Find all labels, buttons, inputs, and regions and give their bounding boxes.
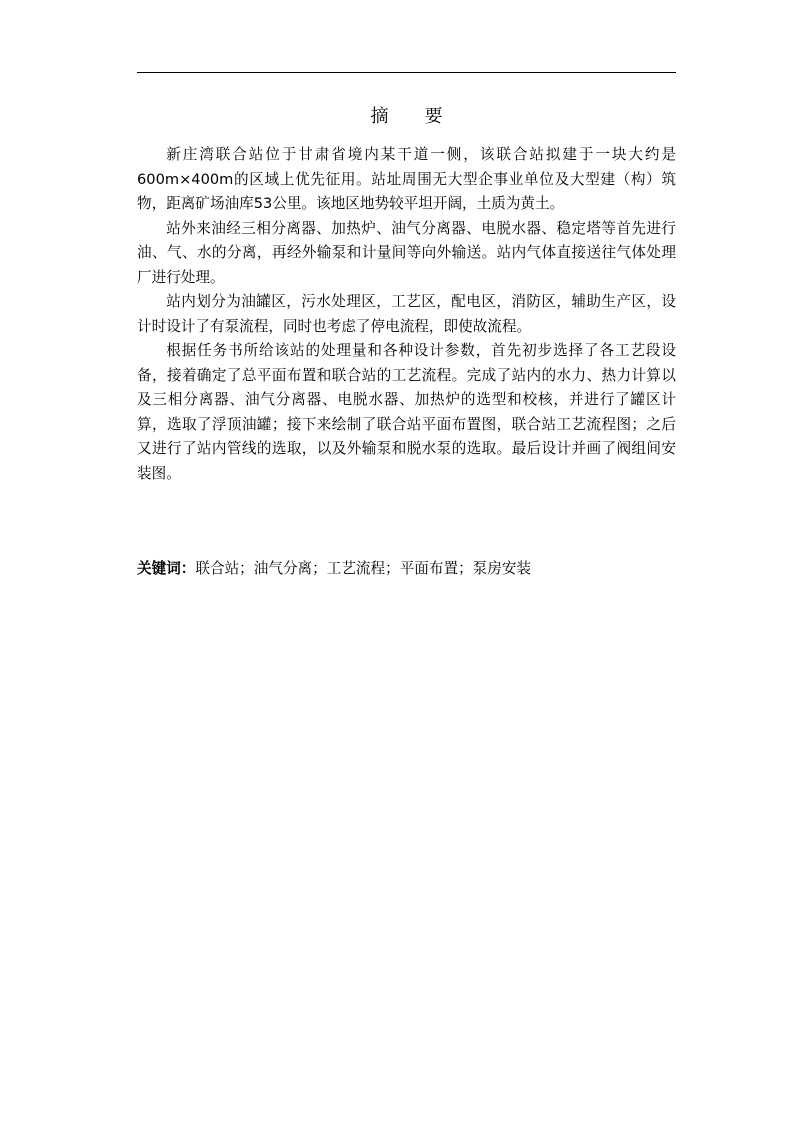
- page-title-left: 摘: [370, 106, 389, 127]
- page-title-right: 要: [424, 106, 443, 127]
- page-title: [137, 104, 676, 130]
- header-rule: [137, 72, 676, 73]
- keywords-label: 关键词：: [137, 560, 196, 577]
- abstract-paragraph: 根据任务书所给该站的处理量和各种设计参数，首先初步选择了各工艺段设备，接着确定了总平面布置和联合站的工艺流程。完成了站内的水力、热力计算以及三相分离器、油气分离器、电脱水器、加热炉的选型和校核，并进行了罐区计算，选取了浮顶油罐；接下来绘制了联合站平面布置图，联合站工艺流程图；之后又进行了站内管线的选取，以及外输泵和脱水泵的选取。最后设计并画了阀组间安装图。: [137, 342, 676, 482]
- keywords-line: [137, 557, 676, 581]
- abstract-body: [137, 143, 676, 486]
- keywords-text: 联合站；油气分离；工艺流程；平面布置；泵房安装: [195, 560, 532, 577]
- abstract-paragraph: 站内划分为油罐区，污水处理区，工艺区，配电区，消防区，辅助生产区，设计时设计了有泵流程，同时也考虑了停电流程，即使故流程。: [137, 293, 676, 335]
- abstract-paragraph: 站外来油经三相分离器、加热炉、油气分离器、电脱水器、稳定塔等首先进行油、气、水的分离，再经外输泵和计量间等向外输送。站内气体直接送往气体处理厂进行处理。: [137, 219, 676, 286]
- abstract-paragraph: 新庄湾联合站位于甘肃省境内某干道一侧，该联合站拟建于一块大约是600m×400m的区域上优先征用。站址周围无大型企事业单位及大型建（构）筑物，距离矿场油库53公里。该地区地势较平坦开阔，土质为黄土。: [137, 146, 676, 212]
